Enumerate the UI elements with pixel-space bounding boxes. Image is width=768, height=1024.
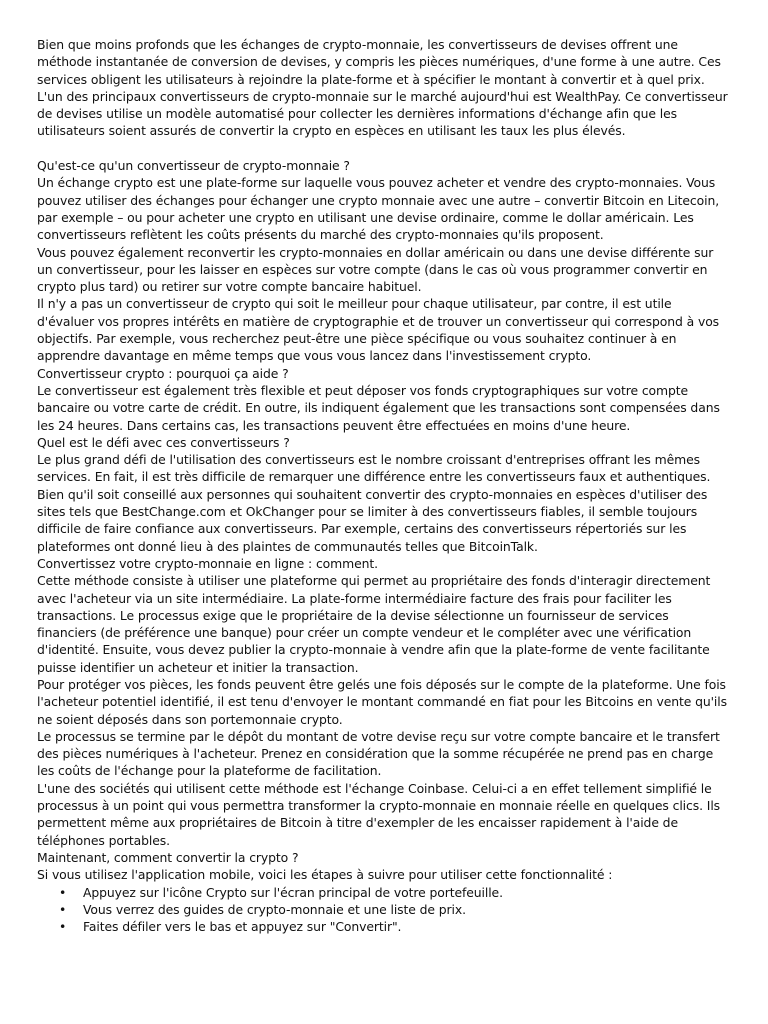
body-paragraph: Si vous utilisez l'application mobile, voici les étapes à suivre pour utiliser cette fonctionnalité : <box>37 867 613 883</box>
intro-paragraph: Bien que moins profonds que les échanges de crypto-monnaie, les convertisseurs de devises offrent une méthode instantanée de conversion de devises, y compris les pièces numériques, d'une forme à une autre. Ces services obligent les utilisateurs à rejoindre la plate-forme et à spécifier le montant à convertir et à quel prix. L'un des principaux convertisseurs de crypto-monnaie sur le marché aujourd'hui est WealthPay. Ce convertisseur de devises utilise un modèle automatisé pour collecter les dernières informations d'échange afin que les utilisateurs soient assurés de convertir la crypto en espèces en utilisant les taux les plus élevés. <box>37 37 728 139</box>
body-paragraph: Un échange crypto est une plate-forme sur laquelle vous pouvez acheter et vendre des crypto-monnaies. Vous pouvez utiliser des échanges pour échanger une crypto monnaie avec une autre – convertir Bitcoin en Litecoin, par exemple – ou pour acheter une crypto en utilisant une devise ordinaire, comme le dollar américain. Les convertisseurs reflètent les coûts présents du marché des crypto-monnaies qu'ils proposent. <box>37 175 720 243</box>
heading-challenge: Quel est le défi avec ces convertisseurs ? <box>37 434 290 450</box>
paragraph-gap <box>37 140 731 157</box>
list-item-text: Faites défiler vers le bas et appuyez sur "Convertir". <box>83 919 402 935</box>
body-paragraph: Le convertisseur est également très flexible et peut déposer vos fonds cryptographiques sur votre compte bancaire ou votre carte de crédit. En outre, ils indiquent également que les transactions sont compensées dans les 24 heures. Dans certains cas, les transactions peuvent être effectuées en moins d'une heure. <box>37 382 720 433</box>
list-item-text: Appuyez sur l'icône Crypto sur l'écran principal de votre portefeuille. <box>83 884 503 900</box>
list-item-text: Vous verrez des guides de crypto-monnaie et une liste de prix. <box>83 901 466 917</box>
heading-how-to-convert: Maintenant, comment convertir la crypto ? <box>37 849 299 865</box>
steps-list <box>37 884 731 936</box>
heading-convert-online: Convertissez votre crypto-monnaie en ligne : comment. <box>37 555 378 571</box>
body-paragraph: Le processus se termine par le dépôt du montant de votre devise reçu sur votre compte bancaire et le transfert des pièces numériques à l'acheteur. Prenez en considération que la somme récupérée ne prend pas en charge les coûts de l'échange pour la plateforme de facilitation. <box>37 728 720 779</box>
body-paragraph: Pour protéger vos pièces, les fonds peuvent être gelés une fois déposés sur le compte de la plateforme. Une fois l'acheteur potentiel identifié, il est tenu d'envoyer le montant commandé en fiat pour les Bitcoins en vente qu'ils ne soient déposés dans son portemonnaie crypto. <box>37 676 727 727</box>
bullet-icon: • <box>59 884 67 900</box>
heading-what-is-converter: Qu'est-ce qu'un convertisseur de crypto-monnaie ? <box>37 158 350 174</box>
body-paragraph: Vous pouvez également reconvertir les crypto-monnaies en dollar américain ou dans une devise différente sur un convertisseur, pour les laisser en espèces sur votre compte (dans le cas où vous programmer convertir en crypto plus tard) ou retirer sur votre compte bancaire habituel. <box>37 244 714 295</box>
body-paragraph: L'une des sociétés qui utilisent cette méthode est l'échange Coinbase. Celui-ci a en effet tellement simplifié le processus à un point qui vous permettra transformer la crypto-monnaie en monnaie réelle en quelques clics. Ils permettent même aux propriétaires de Bitcoin à titre d'exempler de les encaisser rapidement à l'aide de téléphones portables. <box>37 780 721 848</box>
list-item <box>37 884 731 901</box>
body-paragraph: Il n'y a pas un convertisseur de crypto qui soit le meilleur pour chaque utilisateur, par contre, il est utile d'évaluer vos propres intérêts en matière de cryptographie et de trouver un convertisseur qui correspond à vos objectifs. Par exemple, vous recherchez peut-être une pièce spécifique ou vous souhaitez continuer à en apprendre davantage en même temps que vous vous lancez dans l'investissement crypto. <box>37 296 720 364</box>
body-paragraph: Cette méthode consiste à utiliser une plateforme qui permet au propriétaire des fonds d'interagir directement avec l'acheteur via un site intermédiaire. La plate-forme intermédiaire facture des frais pour faciliter les transactions. Le processus exige que le propriétaire de la devise sélectionne un fournisseur de services financiers (de préférence une banque) pour créer un compte vendeur et le compléter avec une vérification d'identité. Ensuite, vous devez publier la crypto-monnaie à vendre afin que la plate-forme de vente facilitante puisse identifier un acheteur et initier la transaction. <box>37 573 711 675</box>
list-item <box>37 918 731 935</box>
document-page <box>37 36 731 935</box>
bullet-icon: • <box>59 901 67 917</box>
heading-why-it-helps: Convertisseur crypto : pourquoi ça aide ? <box>37 365 289 381</box>
body-paragraph: Le plus grand défi de l'utilisation des convertisseurs est le nombre croissant d'entreprises offrant les mêmes services. En fait, il est très difficile de remarquer une différence entre les convertisseurs faux et authentiques. Bien qu'il soit conseillé aux personnes qui souhaitent convertir des crypto-monnaies en espèces d'utiliser des sites tels que BestChange.com et OkChanger pour se limiter à des convertisseurs fiables, il semble toujours difficile de faire confiance aux convertisseurs. Par exemple, certains des convertisseurs répertoriés sur les plateformes ont donné lieu à des plaintes de communautés telles que BitcoinTalk. <box>37 452 711 554</box>
bullet-icon: • <box>59 919 67 935</box>
list-item <box>37 901 731 918</box>
